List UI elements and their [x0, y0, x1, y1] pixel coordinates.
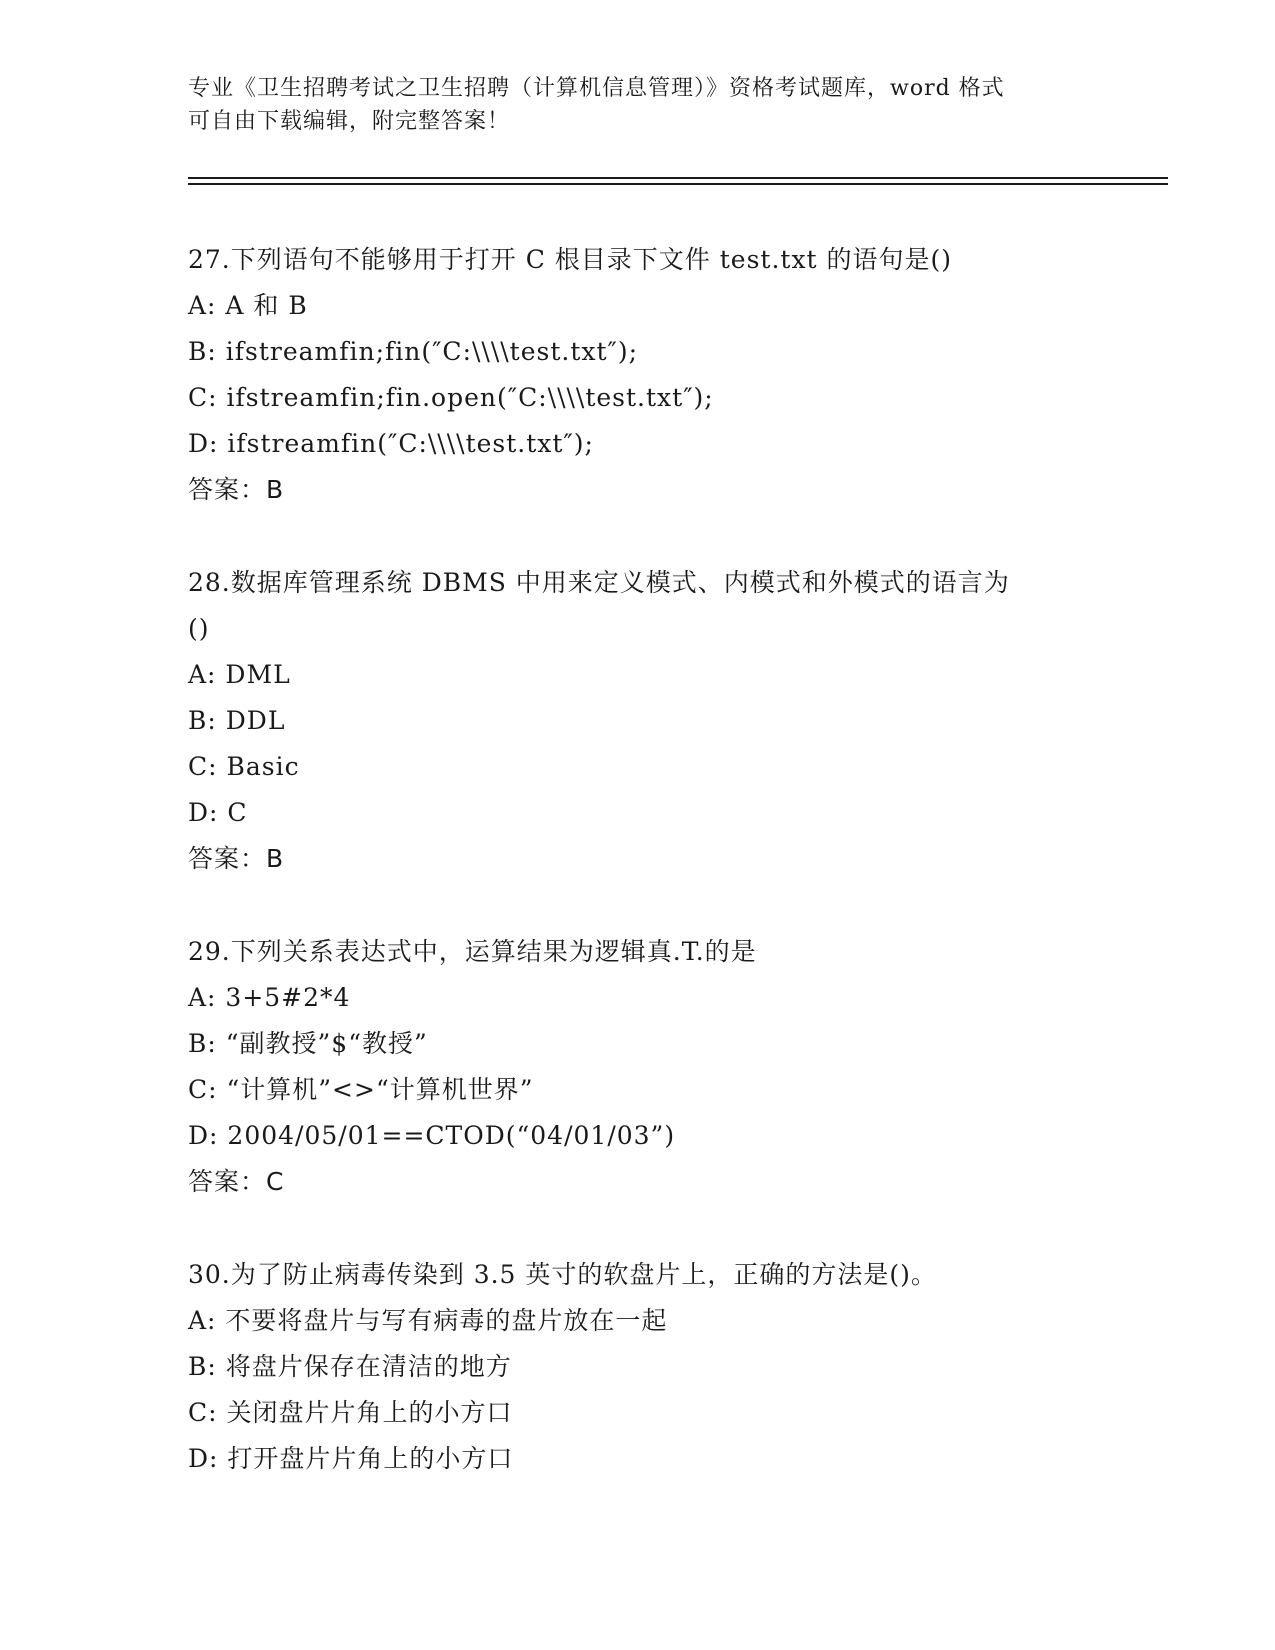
option-c: C: 关闭盘片片角上的小方口 [188, 1398, 513, 1427]
option-b: B: “副教授”$“教授” [188, 1029, 428, 1058]
option-b: B: DDL [188, 706, 286, 735]
option-c: C: Basic [188, 752, 300, 781]
question-stem: 29.下列关系表达式中，运算结果为逻辑真.T.的是 [188, 937, 757, 966]
option-c: C: ifstreamfin;fin.open(″C:\\\\test.txt″); [188, 383, 714, 412]
option-d: D: ifstreamfin(″C:\\\\test.txt″); [188, 429, 594, 458]
header-divider-top [188, 177, 1168, 179]
question-29 [188, 929, 1088, 1205]
document-header [188, 72, 1088, 138]
option-d: D: 2004/05/01==CTOD(“04/01/03”) [188, 1121, 676, 1150]
option-d: D: 打开盘片片角上的小方口 [188, 1444, 514, 1473]
answer-line: 答案：C [188, 1167, 285, 1196]
question-27 [188, 237, 1088, 513]
option-a: A: A 和 B [188, 291, 308, 320]
option-b: B: 将盘片保存在清洁的地方 [188, 1352, 512, 1381]
header-line-1: 专业《卫生招聘考试之卫生招聘（计算机信息管理）》资格考试题库，word 格式 [188, 76, 1005, 101]
option-d: D: C [188, 798, 248, 827]
option-c: C: “计算机”<>“计算机世界” [188, 1075, 534, 1104]
option-a: A: 不要将盘片与写有病毒的盘片放在一起 [188, 1306, 668, 1335]
question-stem: 28.数据库管理系统 DBMS 中用来定义模式、内模式和外模式的语言为 [188, 568, 1010, 597]
question-stem: 27.下列语句不能够用于打开 C 根目录下文件 test.txt 的语句是() [188, 245, 953, 274]
question-stem-continued: () [188, 614, 210, 643]
option-b: B: ifstreamfin;fin(″C:\\\\test.txt″); [188, 337, 639, 366]
option-a: A: DML [188, 660, 291, 689]
option-a: A: 3+5#2*4 [188, 983, 351, 1012]
question-list [188, 237, 1088, 1529]
question-30 [188, 1252, 1088, 1482]
question-28 [188, 560, 1088, 882]
question-stem: 30.为了防止病毒传染到 3.5 英寸的软盘片上，正确的方法是()。 [188, 1260, 937, 1289]
answer-line: 答案：B [188, 844, 285, 873]
header-divider-bottom [188, 183, 1168, 185]
answer-line: 答案：B [188, 475, 285, 504]
header-line-2: 可自由下载编辑，附完整答案！ [188, 109, 511, 134]
